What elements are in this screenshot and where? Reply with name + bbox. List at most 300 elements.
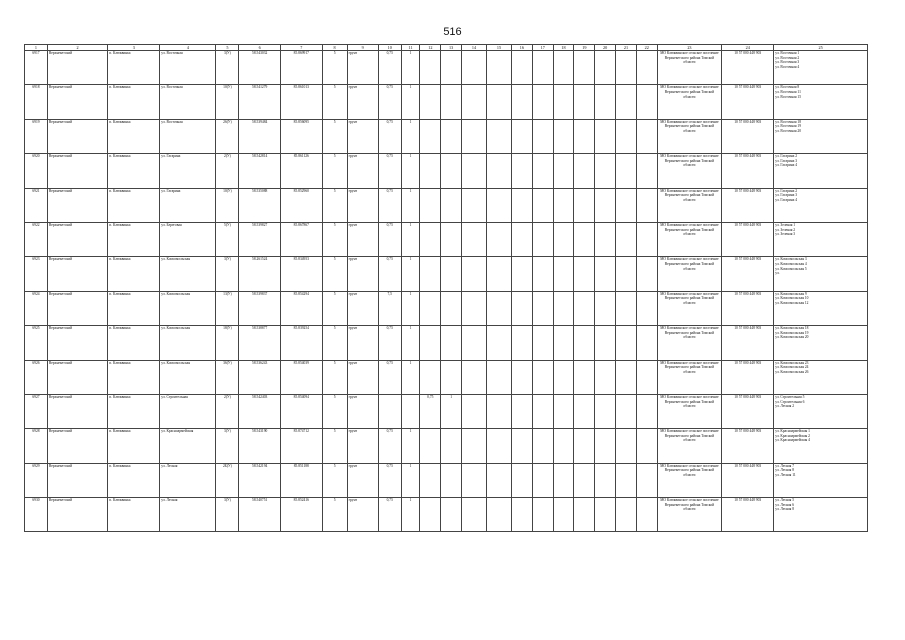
empty-cell: [532, 257, 553, 291]
surface-cell: грунт: [347, 394, 378, 428]
address-line: ул. Восточная 1: [775, 51, 800, 55]
empty-cell: [553, 429, 574, 463]
house-cell: 2(У): [216, 394, 239, 428]
empty-cell: [595, 498, 616, 532]
column-number: 19: [574, 45, 595, 51]
empty-cell: [462, 188, 487, 222]
longitude-cell: 85.854094: [280, 394, 322, 428]
empty-cell: [616, 154, 637, 188]
column-number: 8: [322, 45, 347, 51]
empty-cell: [511, 360, 532, 394]
latitude-cell: 58.542814: [239, 154, 281, 188]
longitude-cell: 85.854294: [280, 291, 322, 325]
settlement-cell: п. Клюквинка: [108, 119, 160, 153]
addresses-cell: [774, 394, 868, 428]
row-number: 6920: [25, 154, 48, 188]
longitude-cell: 85.869917: [280, 51, 322, 85]
house-cell: 2Б(У): [216, 463, 239, 497]
empty-cell: [595, 360, 616, 394]
empty-cell: [595, 51, 616, 85]
empty-cell: [462, 291, 487, 325]
empty-cell: [532, 326, 553, 360]
empty-cell: [595, 291, 616, 325]
qty-alt-cell: [441, 188, 462, 222]
settlement-cell: п. Клюквинка: [108, 85, 160, 119]
longitude-cell: 85.852416: [280, 498, 322, 532]
code-cell: 10 57 000 448 903: [722, 326, 774, 360]
address-line: ул. Строительная 6: [775, 399, 805, 404]
area-alt-cell: 0,75: [420, 394, 441, 428]
qty-cell: 1: [401, 119, 420, 153]
organization-cell: МО Клюквинское сельское поселение Верхнекетского района Томской области: [657, 498, 722, 532]
settlement-cell: п. Клюквинка: [108, 394, 160, 428]
column-number: 13: [441, 45, 462, 51]
row-number: 6923: [25, 257, 48, 291]
address-line: ул. Лесная 2: [775, 404, 794, 409]
area-alt-cell: [420, 429, 441, 463]
code-cell: 10 57 000 448 903: [722, 222, 774, 256]
empty-cell: [553, 154, 574, 188]
count-cell: 5: [322, 394, 347, 428]
settlement-cell: п. Клюквинка: [108, 291, 160, 325]
table-row: [25, 394, 868, 428]
table-row: [25, 119, 868, 153]
latitude-cell: 58.539837: [239, 291, 281, 325]
latitude-cell: 58.539484: [239, 119, 281, 153]
surface-cell: грунт: [347, 119, 378, 153]
district-cell: Верхнекетский: [47, 154, 107, 188]
qty-cell: [401, 394, 420, 428]
empty-cell: [487, 498, 512, 532]
empty-cell: [511, 429, 532, 463]
address-line: ул. Восточная 11: [775, 89, 801, 94]
area-cell: 0,75: [378, 498, 401, 532]
qty-cell: 1: [401, 85, 420, 119]
address-line: ул. Восточная 20: [775, 128, 802, 133]
settlement-cell: п. Клюквинка: [108, 360, 160, 394]
address-line: ул. Восточная 19: [775, 124, 802, 129]
address-line: ул. Строительная 5: [775, 394, 805, 399]
house-cell: 10(У): [216, 188, 239, 222]
column-number: 3: [108, 45, 160, 51]
district-cell: Верхнекетский: [47, 394, 107, 428]
column-number: 18: [553, 45, 574, 51]
street-cell: ул. Восточная: [160, 51, 216, 85]
empty-cell: [595, 188, 616, 222]
qty-cell: 1: [401, 326, 420, 360]
column-number: 1: [25, 45, 48, 51]
empty-cell: [511, 291, 532, 325]
empty-cell: [616, 51, 637, 85]
row-number: 6930: [25, 498, 48, 532]
district-cell: Верхнекетский: [47, 326, 107, 360]
empty-cell: [487, 51, 512, 85]
latitude-cell: 58.535088: [239, 188, 281, 222]
empty-cell: [616, 429, 637, 463]
code-cell: 10 57 000 448 903: [722, 429, 774, 463]
street-cell: ул. Красноармейская: [160, 429, 216, 463]
area-alt-cell: [420, 463, 441, 497]
area-cell: 0,75: [378, 154, 401, 188]
count-cell: 5: [322, 154, 347, 188]
latitude-cell: 58.539827: [239, 222, 281, 256]
empty-cell: [462, 498, 487, 532]
district-cell: Верхнекетский: [47, 119, 107, 153]
latitude-cell: 58.543032: [239, 51, 281, 85]
address-line: ул. Комсомольская 23: [775, 360, 809, 365]
house-cell: 36(У): [216, 360, 239, 394]
column-number: 20: [595, 45, 616, 51]
empty-cell: [532, 85, 553, 119]
district-cell: Верхнекетский: [47, 291, 107, 325]
area-alt-cell: [420, 326, 441, 360]
street-cell: ул. Лесная: [160, 498, 216, 532]
empty-cell: [511, 188, 532, 222]
column-number: 23: [657, 45, 722, 51]
address-line: ул. Комсомольская 4: [775, 261, 807, 266]
house-cell: 3(У): [216, 51, 239, 85]
empty-cell: [636, 394, 657, 428]
district-cell: Верхнекетский: [47, 429, 107, 463]
address-line: ул. Восточная 15: [775, 94, 802, 99]
empty-cell: [553, 85, 574, 119]
organization-cell: МО Клюквинское сельское поселение Верхнекетского района Томской области: [657, 429, 722, 463]
addresses-cell: [774, 51, 868, 85]
empty-cell: [462, 154, 487, 188]
district-cell: Верхнекетский: [47, 498, 107, 532]
empty-cell: [553, 222, 574, 256]
empty-cell: [574, 154, 595, 188]
address-line: ул. Гагарина 3: [775, 158, 798, 163]
qty-alt-cell: [441, 119, 462, 153]
qty-cell: 1: [401, 429, 420, 463]
table-row: [25, 326, 868, 360]
empty-cell: [532, 429, 553, 463]
address-line: ул. Гагарина 4: [775, 197, 798, 202]
address-line: ул. Восточная 4: [775, 64, 800, 69]
empty-cell: [636, 119, 657, 153]
empty-cell: [636, 154, 657, 188]
area-cell: 0,75: [378, 429, 401, 463]
area-cell: 0,75: [378, 463, 401, 497]
area-cell: 0,75: [378, 222, 401, 256]
empty-cell: [616, 291, 637, 325]
qty-alt-cell: [441, 326, 462, 360]
address-line: ул. Комсомольская 5: [775, 266, 807, 271]
addresses-cell: [774, 119, 868, 153]
settlement-cell: п. Клюквинка: [108, 51, 160, 85]
organization-cell: МО Клюквинское сельское поселение Верхнекетского района Томской области: [657, 463, 722, 497]
longitude-cell: 85.874712: [280, 429, 322, 463]
addresses-cell: [774, 257, 868, 291]
organization-cell: МО Клюквинское сельское поселение Верхнекетского района Томской области: [657, 51, 722, 85]
empty-cell: [487, 119, 512, 153]
empty-cell: [487, 429, 512, 463]
count-cell: 5: [322, 326, 347, 360]
empty-cell: [616, 119, 637, 153]
code-cell: 10 57 000 448 903: [722, 188, 774, 222]
house-cell: 3(У): [216, 257, 239, 291]
address-line: ул. Красноармейская 4: [775, 438, 810, 443]
area-alt-cell: [420, 257, 441, 291]
empty-cell: [462, 463, 487, 497]
code-cell: 10 57 000 448 903: [722, 360, 774, 394]
area-cell: 7,5: [378, 291, 401, 325]
empty-cell: [462, 85, 487, 119]
empty-cell: [532, 360, 553, 394]
empty-cell: [636, 498, 657, 532]
column-number: 12: [420, 45, 441, 51]
empty-cell: [487, 85, 512, 119]
qty-alt-cell: 1: [441, 394, 462, 428]
empty-cell: [487, 154, 512, 188]
table-row: [25, 360, 868, 394]
empty-cell: [462, 326, 487, 360]
page-number: 516: [443, 26, 462, 38]
registry-table: [24, 44, 868, 532]
qty-alt-cell: [441, 429, 462, 463]
address-line: ул. Красноармейская 1: [775, 429, 810, 434]
area-cell: 0,75: [378, 326, 401, 360]
longitude-cell: 85.839254: [280, 326, 322, 360]
qty-alt-cell: [441, 154, 462, 188]
area-alt-cell: [420, 498, 441, 532]
latitude-cell: 58.541279: [239, 85, 281, 119]
empty-cell: [462, 360, 487, 394]
surface-cell: грунт: [347, 85, 378, 119]
address-line: ул. Зеленая 3: [775, 232, 796, 237]
area-alt-cell: [420, 222, 441, 256]
area-cell: 0,75: [378, 85, 401, 119]
district-cell: Верхнекетский: [47, 51, 107, 85]
empty-cell: [487, 394, 512, 428]
area-alt-cell: [420, 188, 441, 222]
qty-cell: 1: [401, 257, 420, 291]
settlement-cell: п. Клюквинка: [108, 498, 160, 532]
empty-cell: [462, 394, 487, 428]
organization-cell: МО Клюквинское сельское поселение Верхнекетского района Томской области: [657, 291, 722, 325]
count-cell: 5: [322, 257, 347, 291]
empty-cell: [595, 154, 616, 188]
district-cell: Верхнекетский: [47, 360, 107, 394]
address-line: ул. Комсомольская 24: [775, 365, 809, 370]
qty-cell: 1: [401, 154, 420, 188]
count-cell: 5: [322, 51, 347, 85]
settlement-cell: п. Клюквинка: [108, 222, 160, 256]
area-alt-cell: [420, 85, 441, 119]
empty-cell: [574, 394, 595, 428]
address-line: ул. Лесная 8: [775, 507, 794, 512]
address-line: ул.: [775, 271, 780, 276]
column-number: 2: [47, 45, 107, 51]
empty-cell: [574, 119, 595, 153]
longitude-cell: 85.861013: [280, 85, 322, 119]
address-line: ул. Лесная 5: [775, 498, 794, 503]
qty-cell: 1: [401, 498, 420, 532]
address-line: ул. Восточная 3: [775, 60, 800, 65]
street-cell: ул. Строительная: [160, 394, 216, 428]
qty-cell: 1: [401, 222, 420, 256]
area-cell: 0,75: [378, 188, 401, 222]
address-line: ул. Восточная 2: [775, 55, 800, 60]
area-alt-cell: [420, 119, 441, 153]
address-line: ул. Комсомольская 10: [775, 296, 809, 301]
column-number: 4: [160, 45, 216, 51]
address-line: ул. Комсомольская 26: [775, 369, 809, 374]
house-cell: 3(У): [216, 429, 239, 463]
house-cell: 5(У): [216, 222, 239, 256]
addresses-cell: [774, 222, 868, 256]
empty-cell: [532, 119, 553, 153]
table-row: [25, 51, 868, 85]
row-number: 6922: [25, 222, 48, 256]
street-cell: ул. Гагарина: [160, 154, 216, 188]
organization-cell: МО Клюквинское сельское поселение Верхнекетского района Томской области: [657, 154, 722, 188]
qty-alt-cell: [441, 51, 462, 85]
column-number: 7: [280, 45, 322, 51]
empty-cell: [553, 326, 574, 360]
address-line: ул. Зеленая 2: [775, 227, 796, 232]
empty-cell: [532, 291, 553, 325]
column-number: 24: [722, 45, 774, 51]
longitude-cell: 85.867867: [280, 222, 322, 256]
empty-cell: [616, 326, 637, 360]
qty-cell: 1: [401, 188, 420, 222]
empty-cell: [532, 51, 553, 85]
column-number: 6: [239, 45, 281, 51]
empty-cell: [616, 222, 637, 256]
row-number: 6924: [25, 291, 48, 325]
district-cell: Верхнекетский: [47, 257, 107, 291]
qty-alt-cell: [441, 85, 462, 119]
latitude-cell: 58.261524: [239, 257, 281, 291]
empty-cell: [616, 257, 637, 291]
address-line: ул. Лесная 8: [775, 468, 794, 473]
empty-cell: [532, 498, 553, 532]
organization-cell: МО Клюквинское сельское поселение Верхнекетского района Томской области: [657, 188, 722, 222]
address-line: ул. Лесная 11: [775, 472, 796, 477]
area-cell: 0,75: [378, 119, 401, 153]
empty-cell: [574, 429, 595, 463]
qty-alt-cell: [441, 291, 462, 325]
address-line: ул. Комсомольская 18: [775, 326, 809, 331]
latitude-cell: 58.543190: [239, 429, 281, 463]
empty-cell: [636, 291, 657, 325]
addresses-cell: [774, 154, 868, 188]
empty-cell: [616, 360, 637, 394]
qty-alt-cell: [441, 222, 462, 256]
empty-cell: [511, 119, 532, 153]
street-cell: ул. Комсомольская: [160, 326, 216, 360]
code-cell: 10 57 000 448 903: [722, 119, 774, 153]
organization-cell: МО Клюквинское сельское поселение Верхнекетского района Томской области: [657, 257, 722, 291]
latitude-cell: 58.540751: [239, 498, 281, 532]
empty-cell: [574, 222, 595, 256]
address-line: ул. Комсомольская 9: [775, 291, 807, 296]
count-cell: 5: [322, 429, 347, 463]
empty-cell: [553, 394, 574, 428]
address-line: ул. Комсомольская 20: [775, 335, 809, 340]
empty-cell: [487, 257, 512, 291]
column-number: 15: [487, 45, 512, 51]
house-cell: 13(У): [216, 291, 239, 325]
surface-cell: грунт: [347, 498, 378, 532]
empty-cell: [574, 188, 595, 222]
empty-cell: [553, 498, 574, 532]
empty-cell: [487, 463, 512, 497]
addresses-cell: [774, 326, 868, 360]
empty-cell: [595, 394, 616, 428]
house-cell: 10(У): [216, 85, 239, 119]
settlement-cell: п. Клюквинка: [108, 429, 160, 463]
column-number: 10: [378, 45, 401, 51]
empty-cell: [553, 257, 574, 291]
area-cell: [378, 394, 401, 428]
empty-cell: [462, 257, 487, 291]
settlement-cell: п. Клюквинка: [108, 257, 160, 291]
empty-cell: [487, 222, 512, 256]
surface-cell: грунт: [347, 291, 378, 325]
empty-cell: [532, 188, 553, 222]
code-cell: 10 57 000 448 903: [722, 291, 774, 325]
row-number: 6917: [25, 51, 48, 85]
empty-cell: [511, 154, 532, 188]
empty-cell: [636, 222, 657, 256]
addresses-cell: [774, 429, 868, 463]
qty-alt-cell: [441, 463, 462, 497]
empty-cell: [595, 463, 616, 497]
district-cell: Верхнекетский: [47, 463, 107, 497]
organization-cell: МО Клюквинское сельское поселение Верхнекетского района Томской области: [657, 222, 722, 256]
addresses-cell: [774, 291, 868, 325]
qty-alt-cell: [441, 257, 462, 291]
street-cell: ул. Береговая: [160, 222, 216, 256]
surface-cell: грунт: [347, 463, 378, 497]
code-cell: 10 57 000 448 903: [722, 154, 774, 188]
column-number: 22: [636, 45, 657, 51]
qty-alt-cell: [441, 498, 462, 532]
address-line: ул. Зеленая 1: [775, 222, 796, 227]
column-number: 25: [774, 45, 868, 51]
row-number: 6925: [25, 326, 48, 360]
empty-cell: [636, 429, 657, 463]
empty-cell: [595, 326, 616, 360]
empty-cell: [511, 51, 532, 85]
row-number: 6927: [25, 394, 48, 428]
row-number: 6928: [25, 429, 48, 463]
empty-cell: [532, 463, 553, 497]
qty-cell: 1: [401, 51, 420, 85]
empty-cell: [574, 360, 595, 394]
addresses-cell: [774, 498, 868, 532]
code-cell: 10 57 000 448 903: [722, 394, 774, 428]
settlement-cell: п. Клюквинка: [108, 326, 160, 360]
house-cell: 2(У): [216, 154, 239, 188]
settlement-cell: п. Клюквинка: [108, 463, 160, 497]
latitude-cell: 58.542403: [239, 394, 281, 428]
empty-cell: [574, 85, 595, 119]
empty-cell: [553, 463, 574, 497]
row-number: 6918: [25, 85, 48, 119]
empty-cell: [595, 119, 616, 153]
empty-cell: [574, 51, 595, 85]
house-cell: 3(У): [216, 498, 239, 532]
empty-cell: [574, 498, 595, 532]
surface-cell: грунт: [347, 360, 378, 394]
row-number: 6919: [25, 119, 48, 153]
empty-cell: [511, 498, 532, 532]
table-row: [25, 429, 868, 463]
